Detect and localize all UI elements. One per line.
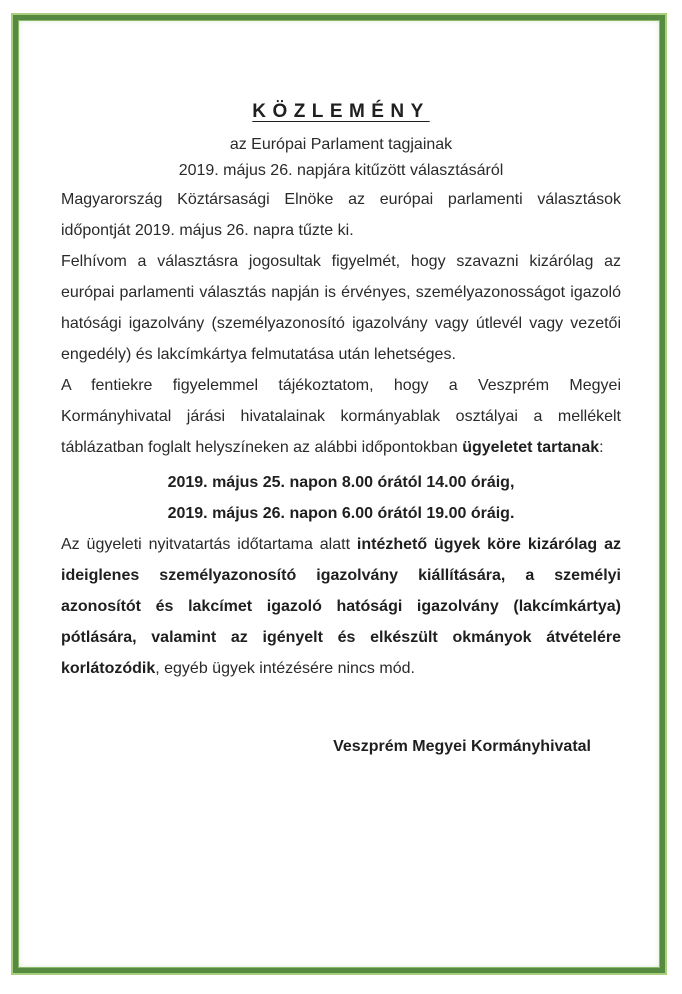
paragraph-allowed-services-end: , egyéb ügyek intézésére nincs mód. [155,660,415,677]
paragraph-id-requirements: Felhívom a választásra jogosultak figyelmét, hogy szavazni kizárólag az európai parlamenti választás napján is érvényes, személyazonosságot igazoló hatósági igazolvány (személyazonosító igazolvány vagy útlevél vagy vezetői engedély) és lakcímkártya felmutatása után lehetséges. [61,253,621,363]
subtitle-line-1: az Európai Parlament tagjainak [229,136,453,153]
document-content [21,21,661,760]
paragraph-duty-hours-intro [61,370,621,463]
schedule-line-may-25: 2019. május 25. napon 8.00 órától 14.00 óráig, [167,474,515,491]
document-subtitle [61,132,621,184]
paragraph-duty-hours-intro-colon: : [599,439,604,456]
schedule-line-may-26: 2019. május 26. napon 6.00 órától 19.00 óráig. [167,505,515,522]
paragraph-allowed-services-start: Az ügyeleti nyitvatartás időtartama alatt [61,536,357,553]
paragraph-election-date: Magyarország Köztársasági Elnöke az európai parlamenti választások időpontját 2019. május 26. napra tűzte ki. [61,191,621,239]
document-title [61,99,621,125]
duty-schedule [61,467,621,529]
paragraph-allowed-services-bold: intézhető ügyek köre kizárólag az ideiglenes személyazonosító igazolvány kiállítására, a személyi azonosítót és lakcímet igazoló hatósági igazolvány (lakcímkártya) pótlására, valamint az igényelt és elkészült okmányok átvételére korlátozódik [61,536,621,677]
paragraph-duty-hours-intro-regular: A fentiekre figyelemmel tájékoztatom, hogy a Veszprém Megyei Kormányhivatal járási hivatalainak kormányablak osztályai a mellékelt táblázatban foglalt helyszíneken az alábbi időpontokban [61,377,621,456]
document-title-text: KÖZLEMÉNY [252,101,430,122]
subtitle-line-2: 2019. május 26. napjára kitűzött választásáról [178,162,504,179]
paragraph-allowed-services [61,529,621,684]
signature-authority: Veszprém Megyei Kormányhivatal [333,738,591,755]
paragraph-duty-hours-intro-bold: ügyeletet tartanak [462,439,600,456]
